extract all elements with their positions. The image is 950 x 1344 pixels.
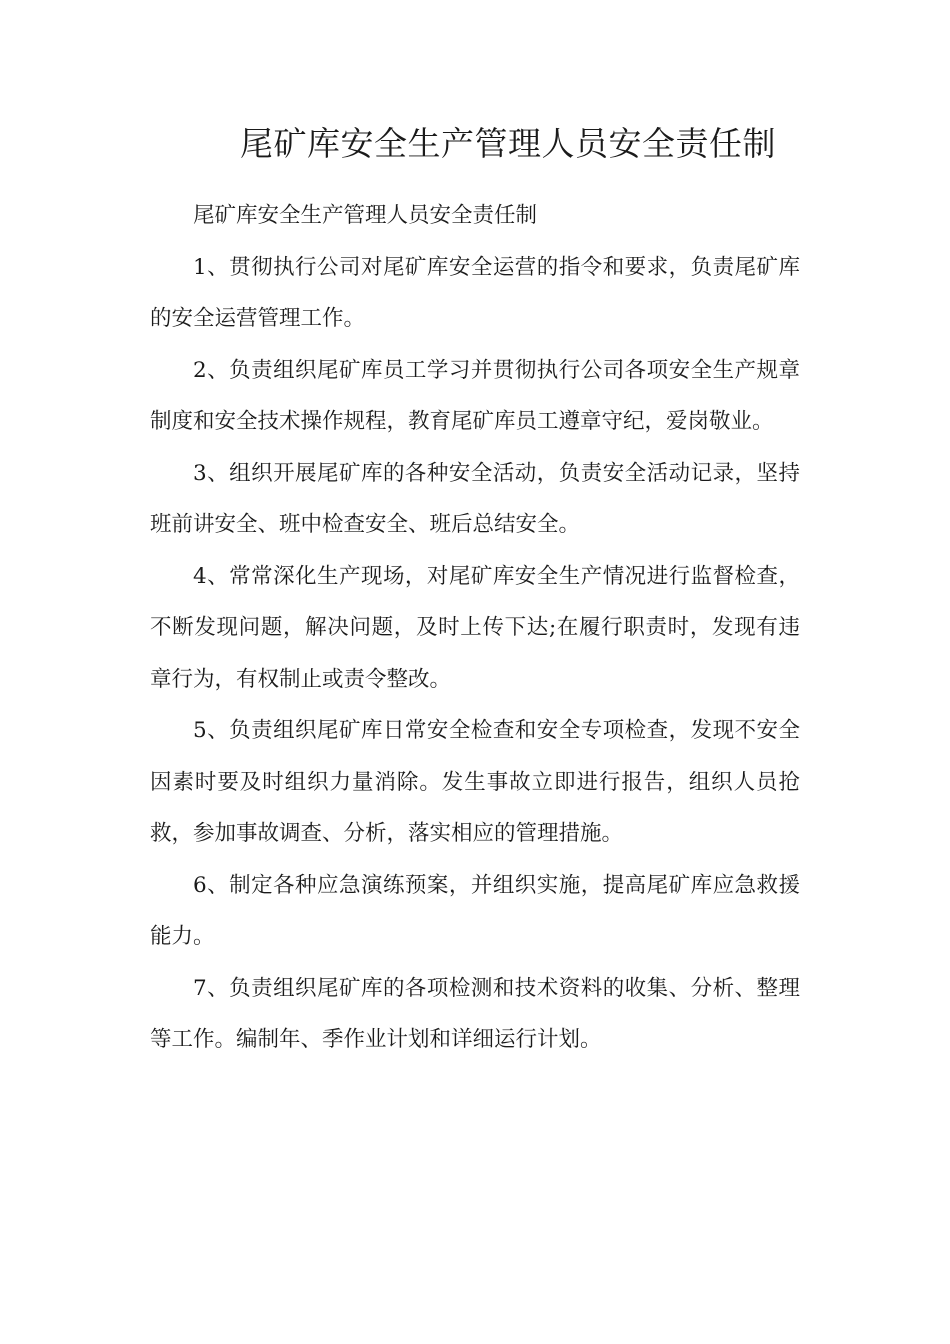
responsibility-item-3: 3、组织开展尾矿库的各种安全活动，负责安全活动记录，坚持班前讲安全、班中检查安全、班后总结安全。 — [150, 460, 800, 537]
responsibility-item-1: 1、贯彻执行公司对尾矿库安全运营的指令和要求，负责尾矿库的安全运营管理工作。 — [150, 254, 800, 331]
responsibility-item-5: 5、负责组织尾矿库日常安全检查和安全专项检查，发现不安全因素时要及时组织力量消除。发生事故立即进行报告，组织人员抢救，参加事故调查、分析，落实相应的管理措施。 — [150, 718, 800, 846]
responsibility-item-4: 4、常常深化生产现场，对尾矿库安全生产情况进行监督检查，不断发现问题，解决问题，及时上传下达;在履行职责时，发现有违章行为，有权制止或责令整改。 — [150, 563, 800, 692]
document-title: 尾矿库安全生产管理人员安全责任制 — [240, 124, 776, 163]
responsibility-item-7: 7、负责组织尾矿库的各项检测和技术资料的收集、分析、整理等工作。编制年、季作业计划和详细运行计划。 — [150, 975, 800, 1052]
document-body — [150, 190, 800, 1066]
document-subtitle: 尾矿库安全生产管理人员安全责任制 — [193, 203, 538, 228]
responsibility-item-6: 6、制定各种应急演练预案，并组织实施，提高尾矿库应急救援能力。 — [150, 872, 800, 949]
responsibility-item-2: 2、负责组织尾矿库员工学习并贯彻执行公司各项安全生产规章制度和安全技术操作规程，教育尾矿库员工遵章守纪，爱岗敬业。 — [150, 357, 800, 434]
